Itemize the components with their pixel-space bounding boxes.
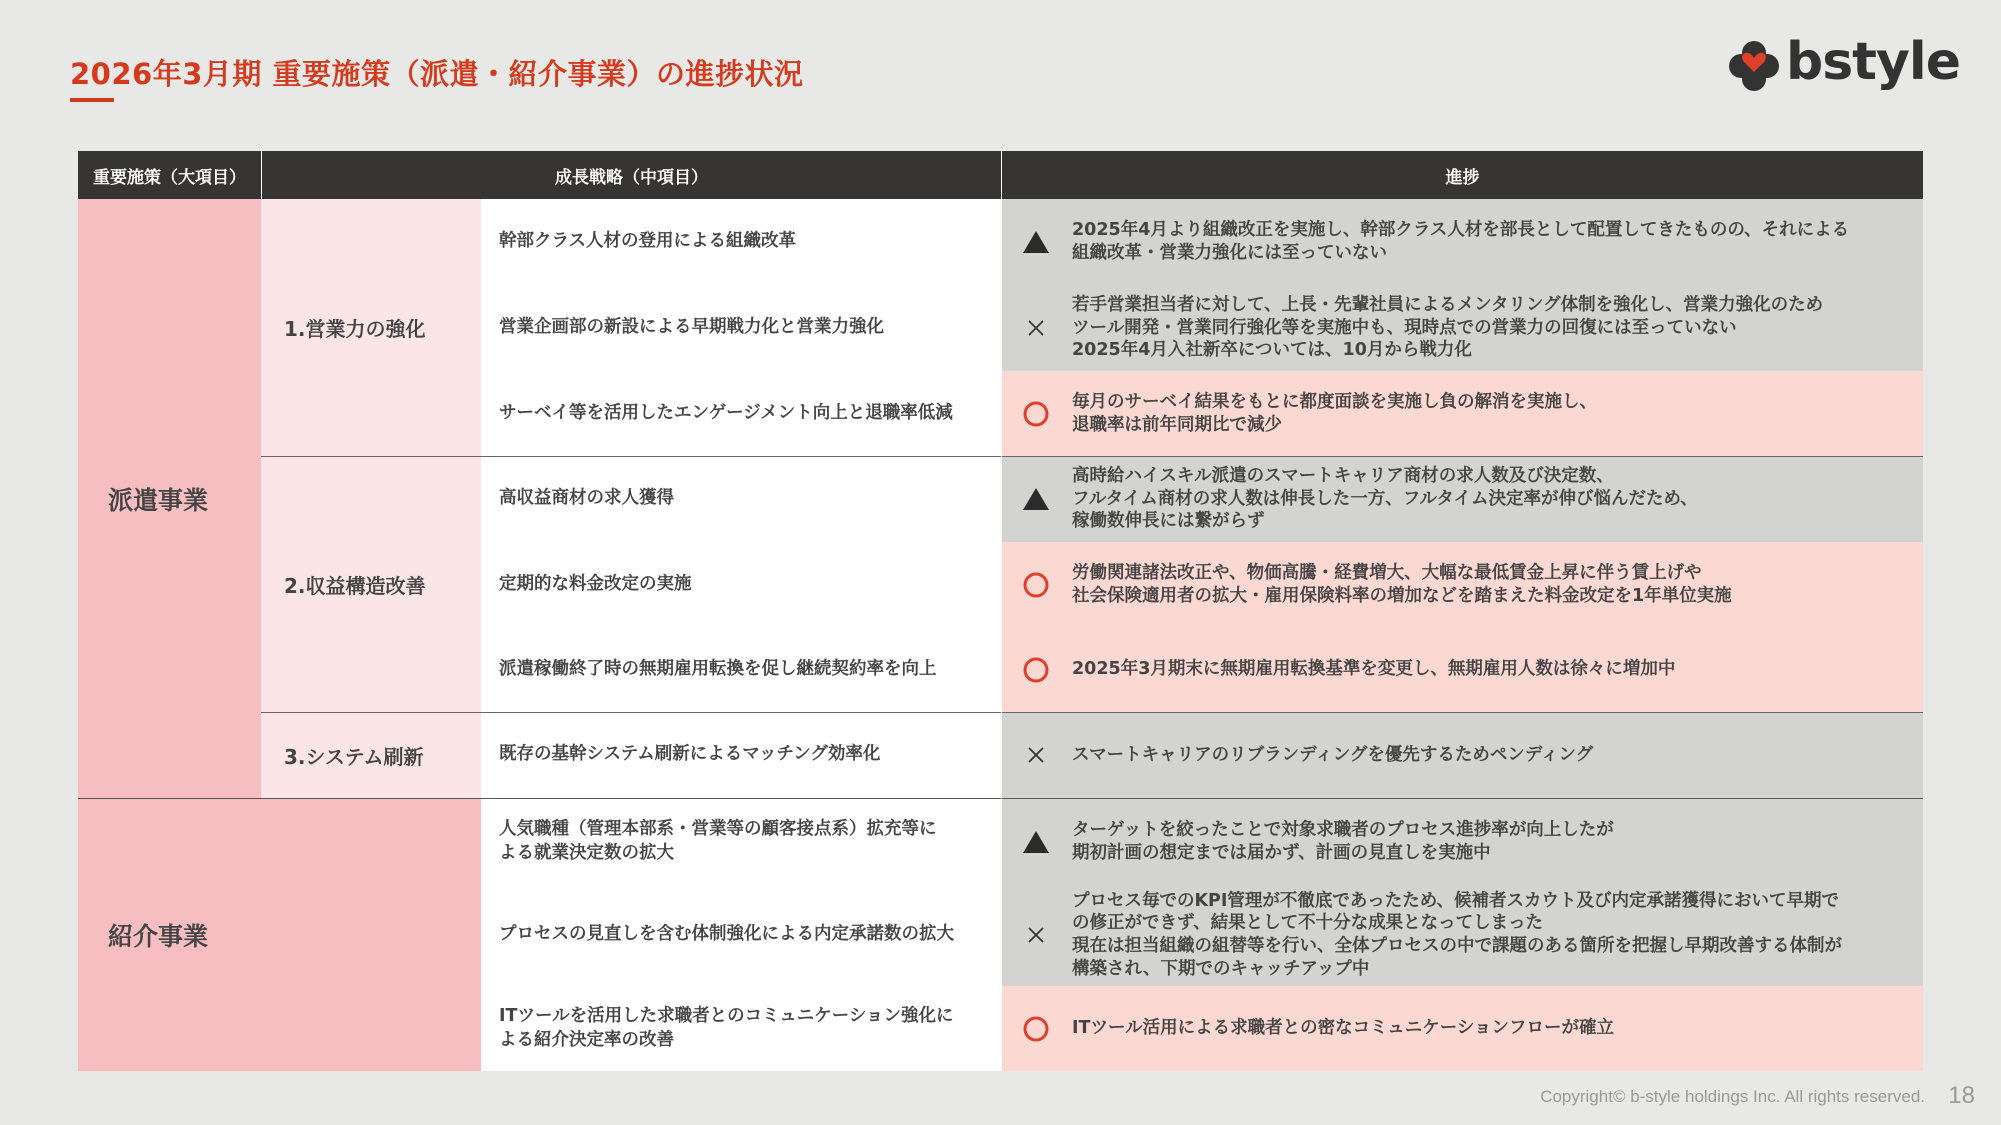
strategy-item: プロセスの見直しを含む体制強化による内定承諾数の拡大 (481, 884, 1001, 986)
progress-text: ITツール活用による求職者との密なコミュニケーションフローが確立 (1072, 1018, 1615, 1039)
mid-system: 3.システム刷新 (261, 712, 481, 798)
strategy-item: 高収益商材の求人獲得 (481, 456, 1001, 542)
triangle-icon (1022, 485, 1050, 513)
progress-table (78, 151, 1923, 1071)
progress-text: 高時給ハイスキル派遣のスマートキャリア商材の求人数及び決定数、 フルタイム商材の求人数は伸長した一方、フルタイム決定率が伸び悩んだため、 稼働数伸長には繋がらず (1072, 465, 1698, 532)
progress-cell (1002, 285, 1923, 371)
progress-text: 2025年3月期末に無期雇用転換基準を変更し、無期雇用人数は徐々に増加中 (1072, 659, 1676, 680)
progress-text: ターゲットを絞ったことで対象求職者のプロセス進捗率が向上したが 期初計画の想定までは届かず、計画の見直しを実施中 (1072, 819, 1614, 863)
cross-icon (1022, 921, 1050, 949)
cross-icon (1022, 314, 1050, 342)
progress-cell (1002, 542, 1923, 627)
progress-cell (1002, 884, 1923, 986)
strategy-item: 人気職種（管理本部系・営業等の顧客接点系）拡充等に よる就業決定数の拡大 (481, 799, 1001, 884)
logo-text: bstyle (1786, 32, 1961, 92)
progress-cell (1002, 799, 1923, 884)
triangle-icon (1022, 228, 1050, 256)
strategy-item: 派遣稼働終了時の無期雇用転換を促し継続契約率を向上 (481, 627, 1001, 712)
copyright: Copyright© b-style holdings Inc. All rights reserved. (1540, 1087, 1925, 1106)
strategy-item: 定期的な料金改定の実施 (481, 542, 1001, 627)
circle-icon (1022, 571, 1050, 599)
title-underline (70, 98, 114, 102)
progress-cell (1002, 627, 1923, 712)
clover-logo-icon (1724, 36, 1784, 96)
circle-icon (1022, 400, 1050, 428)
strategy-item: 幹部クラス人材の登用による組織改革 (481, 199, 1001, 285)
progress-text: プロセス毎でのKPI管理が不徹底であったため、候補者スカウト及び内定承諾獲得において早期で の修正ができず、結果として不十分な成果となってしまった 現在は担当組織の組替等を行い、全体プロセスの中で課題のある箇所を把握し早期改善する体制が 構築され、下期でのキャッチアップ中 (1072, 890, 1842, 979)
strategy-item: ITツールを活用した求職者とのコミュニケーション強化に よる紹介決定率の改善 (481, 986, 1001, 1071)
cross-icon (1022, 741, 1050, 769)
progress-cell (1002, 986, 1923, 1071)
progress-text: スマートキャリアのリブランディングを優先するためペンディング (1072, 744, 1594, 765)
progress-text: 2025年4月より組織改正を実施し、幹部クラス人材を部長として配置してきたものの、それによる 組織改革・営業力強化には至っていない (1072, 220, 1850, 263)
progress-cell (1002, 199, 1923, 285)
header-mid: 成長戦略（中項目） (261, 151, 1001, 199)
progress-text: 毎月のサーベイ結果をもとに都度面談を実施し負の解消を実施し、 退職率は前年同期比で減少 (1072, 391, 1597, 435)
strategy-item: 既存の基幹システム刷新によるマッチング効率化 (481, 712, 1001, 798)
mid-revenue: 2.収益構造改善 (261, 456, 481, 712)
progress-cell (1002, 456, 1923, 542)
mid-sales: 1.営業力の強化 (261, 199, 481, 456)
progress-cell (1002, 371, 1923, 456)
major-shokai: 紹介事業 (78, 799, 481, 1071)
circle-icon (1022, 1015, 1050, 1043)
progress-cell (1002, 712, 1923, 798)
company-logo (1724, 32, 1961, 96)
triangle-icon (1022, 828, 1050, 856)
header-major: 重要施策（大項目） (78, 151, 261, 199)
major-haken: 派遣事業 (78, 199, 261, 798)
page-title: 2026年3月期 重要施策（派遣・紹介事業）の進捗状況 (70, 57, 804, 91)
progress-text: 若手営業担当者に対して、上長・先輩社員によるメンタリング体制を強化し、営業力強化のため ツール開発・営業同行強化等を実施中も、現時点での営業力の回復には至っていない 2025年4月入社新卒については、10月から戦力化 (1072, 294, 1824, 361)
progress-text: 労働関連諸法改正や、物価高騰・経費増大、大幅な最低賃金上昇に伴う賃上げや 社会保険適用者の拡大・雇用保険料率の増加などを踏まえた料金改定を1年単位実施 (1072, 562, 1732, 606)
strategy-item: 営業企画部の新設による早期戦力化と営業力強化 (481, 285, 1001, 371)
strategy-item: サーベイ等を活用したエンゲージメント向上と退職率低減 (481, 371, 1001, 456)
header-progress: 進捗 (1001, 151, 1923, 199)
circle-icon (1022, 656, 1050, 684)
page-number: 18 (1948, 1082, 1975, 1109)
